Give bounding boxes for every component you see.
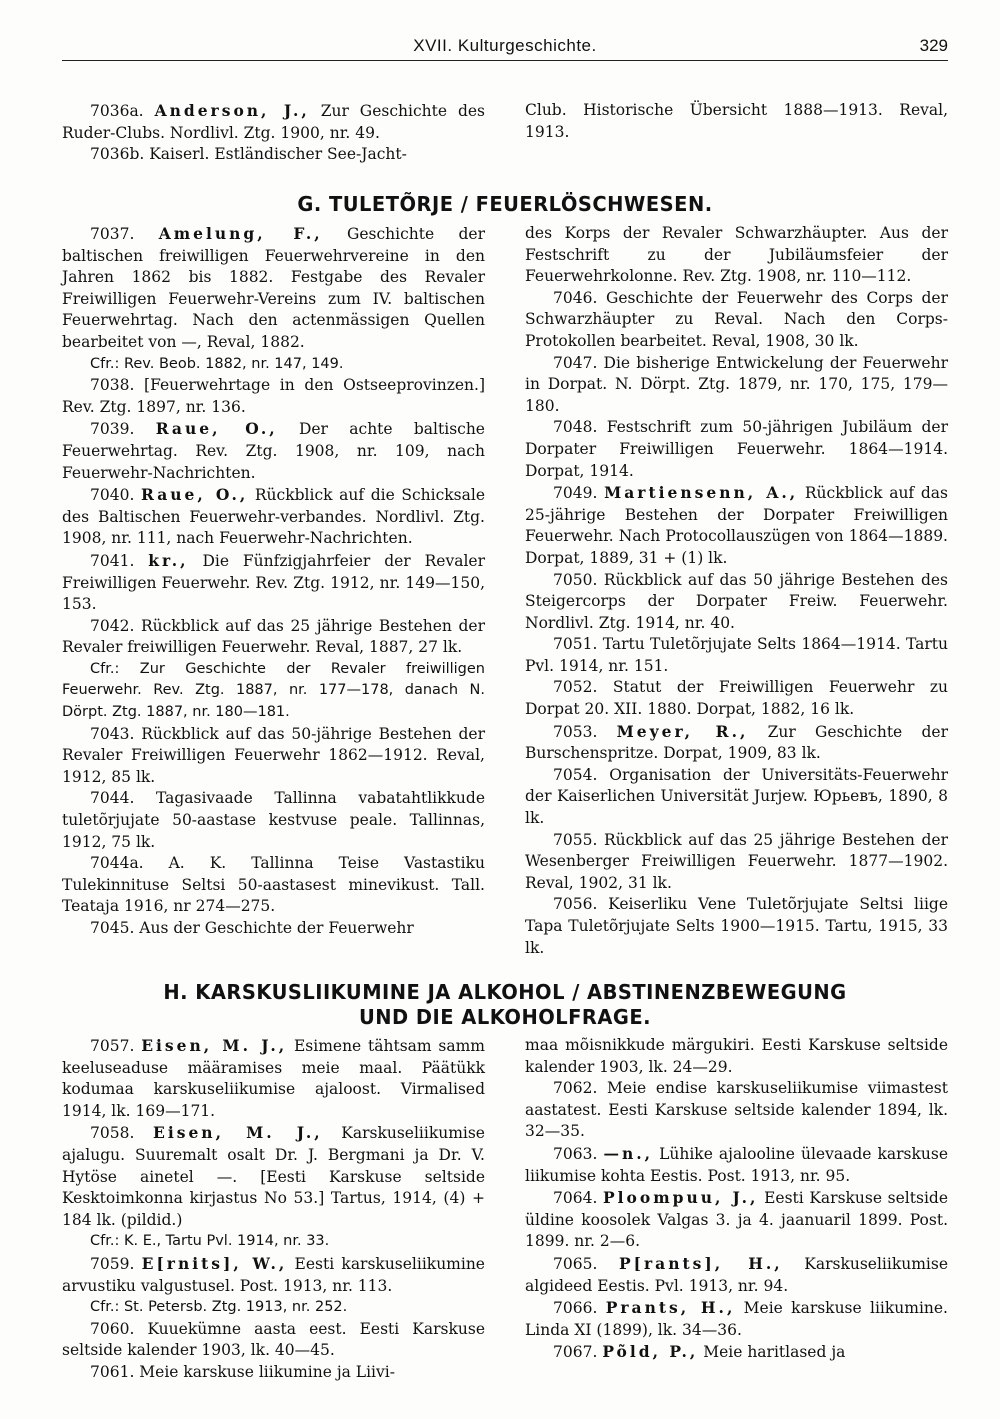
- entry-number: 7044a.: [90, 854, 144, 873]
- entry-number: 7039.: [90, 420, 135, 439]
- block-2: [62, 223, 948, 959]
- entry-number: 7066.: [553, 1299, 598, 1318]
- entry-text: Die bisherige Entwickelung der Feuerwehr in Dorpat. N. Dörpt. Ztg. 1879, nr. 170, 175, 179—180.: [525, 353, 948, 415]
- block-3-left-column: [62, 1035, 485, 1384]
- entry-author: Amelung, F.,: [158, 224, 323, 243]
- cfr-note: Cfr.: K. E., Tartu Pvl. 1914, nr. 33.: [90, 1233, 330, 1250]
- bibliography-entry: [525, 223, 948, 288]
- entry-author: Põld, P.,: [602, 1342, 699, 1362]
- cfr-note: Cfr.: Zur Geschichte der Revaler freiwilligen Feuerwehr. Rev. Ztg. 1887, nr. 177—178, danach N. Dörpt. Ztg. 1887, nr. 180—181.: [62, 660, 485, 721]
- cfr-note: Cfr.: Rev. Beob. 1882, nr. 147, 149.: [90, 355, 344, 372]
- entry-text: Kaiserl. Estländischer See-Jacht-: [144, 145, 407, 164]
- entry-number: 7052.: [553, 678, 598, 697]
- bibliography-entry: [525, 288, 948, 353]
- entry-number: 7050.: [553, 570, 598, 589]
- entry-text: Rückblick auf das 50-jährige Bestehen der Revaler Freiwilligen Feuerwehr 1862—1912. Reval, 1912, 85 lk.: [62, 724, 485, 786]
- block-1-left-column: [62, 100, 485, 166]
- bibliography-entry: [62, 616, 485, 659]
- entry-text: Meie haritlased ja: [698, 1343, 846, 1362]
- block-2-left-column: [62, 223, 485, 959]
- bibliography-entry: [525, 1078, 948, 1143]
- bibliography-entry: [525, 1253, 948, 1297]
- entry-author: Eisen, M. J.,: [141, 1036, 288, 1055]
- entry-number: 7047.: [553, 353, 598, 372]
- entry-text: Meie karskuse liikumine ja Liivi-: [134, 1362, 395, 1381]
- entry-text: Lühike ajalooline ülevaade karskuse liikumise kohta Eestis. Post. 1913, nr. 95.: [525, 1144, 948, 1185]
- entry-number: 7064.: [553, 1189, 598, 1208]
- entry-text: A. K. Tallinna Teise Vastastiku Tulekinnituse Seltsi 50-aastasest minevikust. Tall. Teataja 1916, nr 274—275.: [62, 854, 485, 916]
- entry-text: Rückblick auf die Schicksale des Baltischen Feuerwehr-verbandes. Nordlivl. Ztg. 1908, nr. 111, nach Feuerwehr-Nachrichten.: [62, 486, 485, 548]
- entry-text: Geschichte der baltischen freiwilligen Feuerwehrvereine in den Jahren 1862 bis 1882. Festgabe des Revaler Freiwilligen Feuerwehr-Vereins zum IV. baltischen Feuerwehrtag. Nach den actenmässigen Quellen bearbeitet von —, Reval, 1882.: [62, 225, 485, 351]
- bibliography-entry: [525, 482, 948, 569]
- bibliography-entry: [62, 724, 485, 789]
- entry-text: Club. Historische Übersicht 1888—1913. Reval, 1913.: [525, 101, 948, 141]
- bibliography-entry: [62, 550, 485, 616]
- entry-author: Meyer, R.,: [616, 721, 749, 741]
- entry-text: Eesti karskuseliikumine arvustiku valgustusel. Post. 1913, nr. 113.: [62, 1254, 485, 1295]
- entry-text: Zur Geschichte der Burschenspritze. Dorpat, 1909, 83 lk.: [525, 722, 948, 763]
- entry-author: Eisen, M. J.,: [153, 1123, 323, 1143]
- entry-number: 7037.: [90, 225, 135, 243]
- section-h-heading: [84, 980, 926, 1030]
- bibliography-entry: [62, 1253, 485, 1297]
- entry-text: Zur Geschichte des Ruder-Clubs. Nordlivl. Ztg. 1900, nr. 49.: [62, 102, 485, 142]
- running-head: [62, 34, 948, 61]
- bibliography-entry: [62, 418, 485, 484]
- entry-author: P[rants], H.,: [619, 1253, 783, 1273]
- entry-author: Raue, O.,: [155, 419, 278, 439]
- running-head-title: XVII. Kulturgeschichte.: [413, 36, 597, 55]
- entry-text: Esimene tähtsam samm keeluseaduse määramises meie maal. Päätükk kodumaa karskuseliikumise ajaloost. Virmalised 1914, lk. 169—171.: [62, 1037, 485, 1120]
- entry-text: Keiserliku Vene Tuletõrjujate Seltsi liige Tapa Tuletõrjujate Selts 1900—1915. Tartu, 1915, 33 lk.: [525, 895, 948, 957]
- block-3-right-column: [525, 1035, 948, 1384]
- entry-author: Martiensenn, A.,: [604, 483, 799, 503]
- entry-author: —n.,: [603, 1143, 654, 1163]
- bibliography-entry: [525, 570, 948, 635]
- entry-text: Geschichte der Feuerwehr des Corps der Schwarzhäupter zu Reval. Nach den Corps-Protokollen bearbeitet. Reval, 1908, 30 lk.: [525, 288, 948, 350]
- entry-author: Ploompuu, J.,: [603, 1188, 759, 1208]
- entry-number: 7048.: [553, 418, 598, 437]
- entry-number: 7061.: [90, 1362, 135, 1381]
- bibliography-entry: [525, 765, 948, 830]
- entry-text: Die Fünfzigjahrfeier der Revaler Freiwilligen Feuerwehr. Rev. Ztg. 1912, nr. 149—150, 153.: [62, 551, 485, 614]
- entry-text: Kuuekümne aasta eest. Eesti Karskuse seltside kalender 1903, lk. 40—45.: [62, 1319, 485, 1360]
- entry-text: Rückblick auf das 50 jährige Bestehen des Steigercorps der Dorpater Freiw. Feuerwehr. Nordlivl. Ztg. 1914, nr. 40.: [525, 570, 948, 632]
- bibliography-entry: [525, 1187, 948, 1253]
- entry-number: 7036a.: [90, 102, 144, 120]
- entry-number: 7044.: [90, 789, 135, 808]
- entry-number: 7059.: [90, 1254, 135, 1273]
- entry-number: 7060.: [90, 1319, 135, 1338]
- entry-text: Rückblick auf das 25 jährige Bestehen der Wesenberger Freiwilligen Feuerwehr. 1877—1902. Reval, 1902, 31 lk.: [525, 830, 948, 892]
- bibliography-entry: [525, 894, 948, 959]
- entry-text: Tagasivaade Tallinna vabatahtlikkude tuletõrjujate 50-aastase kestvuse peale. Tallinnas, 1912, 75 lk.: [62, 789, 485, 851]
- entry-number: 7038.: [90, 376, 135, 395]
- entry-number: 7053.: [553, 722, 598, 741]
- entry-number: 7056.: [553, 895, 598, 914]
- bibliography-entry: [525, 1035, 948, 1078]
- bibliography-entry: [525, 721, 948, 765]
- cfr-note: Cfr.: St. Petersb. Ztg. 1913, nr. 252.: [90, 1299, 348, 1316]
- bibliography-entry: [62, 788, 485, 853]
- entry-author: Prants, H.,: [605, 1298, 736, 1318]
- entry-author: Raue, O.,: [140, 485, 249, 505]
- entry-number: 7041.: [90, 551, 135, 570]
- section-h-heading-line-1: H. KARSKUSLIIKUMINE JA ALKOHOL / ABSTINENZBEWEGUNG: [163, 980, 847, 1004]
- bibliography-entry: [62, 223, 485, 354]
- entry-text: Meie endise karskuseliikumise viimastest aastatest. Eesti Karskuse seltside kalender 1894, lk. 32—35.: [525, 1079, 948, 1141]
- bibliography-entry: [525, 100, 948, 143]
- entry-number: 7042.: [90, 616, 135, 635]
- section-g-heading: G. TULETÕRJE / FEUERLÖSCHWESEN.: [297, 192, 713, 216]
- entry-author: Anderson, J.,: [154, 101, 310, 120]
- entry-text: Aus der Geschichte der Feuerwehr: [134, 919, 414, 937]
- entry-number: 7062.: [553, 1079, 598, 1098]
- section-h-heading-line-2: UND DIE ALKOHOLFRAGE.: [358, 1005, 652, 1029]
- entry-number: 7046.: [553, 288, 598, 307]
- bibliography-entry: [525, 417, 948, 482]
- bibliography-entry: [525, 1341, 948, 1364]
- entry-text: maa mõisnikkude märgukiri. Eesti Karskuse seltside kalender 1903, lk. 24—29.: [525, 1036, 948, 1076]
- entry-text: Eesti Karskuse seltside üldine koosolek Valgas 3. ja 4. jaanuaril 1899. Post. 1899. nr. 2—6.: [525, 1189, 948, 1251]
- entry-number: 7058.: [90, 1124, 135, 1143]
- entry-number: 7036b.: [90, 145, 145, 164]
- entry-number: 7040.: [90, 486, 135, 505]
- bibliography-entry: [525, 353, 948, 418]
- bibliography-entry: [62, 1319, 485, 1362]
- bibliography-entry: [525, 677, 948, 720]
- entry-text: Organisation der Universitäts-Feuerwehr der Kaiserlichen Universität Jurjew. Юрьевъ, 1890, 8 lk.: [525, 765, 948, 828]
- entry-text: Festschrift zum 50-jährigen Jubiläum der Dorpater Freiwilligen Feuerwehr. 1864—1914. Dorpat, 1914.: [525, 418, 948, 480]
- entry-number: 7054.: [553, 765, 598, 784]
- block-1-right-column: [525, 100, 948, 166]
- bibliography-entry: [62, 484, 485, 550]
- block-1: [62, 100, 948, 166]
- entry-number: 7051.: [553, 635, 598, 654]
- entry-text: Karskuseliikumise ajalugu. Suuremalt osalt Dr. J. Bergmani ja Dr. V. Hytöse ainetel —. [Eesti Karskuse seltside Kesktoimkonna kirjastus No 53.] Tartus, 1914, (4) + 184 lk. (pildid.): [62, 1124, 485, 1229]
- entry-number: 7055.: [553, 830, 598, 849]
- entry-number: 7049.: [553, 484, 598, 503]
- entry-author: kr.,: [148, 550, 189, 570]
- bibliography-entry: [62, 1035, 485, 1122]
- bibliography-entry: [62, 853, 485, 918]
- block-2-right-column: [525, 223, 948, 959]
- bibliography-entry: [62, 1122, 485, 1231]
- page-number: 329: [919, 36, 948, 55]
- entry-text: Der achte baltische Feuerwehrtag. Rev. Ztg. 1908, nr. 109, nach Feuerwehr-Nachrichten.: [62, 420, 485, 482]
- block-3: [62, 1035, 948, 1384]
- entry-author: E[rnits], W.,: [141, 1253, 288, 1273]
- bibliography-entry: [62, 144, 485, 166]
- bibliography-entry: [62, 100, 485, 144]
- bibliography-entry: [62, 918, 485, 940]
- bibliography-entry: [525, 634, 948, 677]
- entry-number: 7045.: [90, 919, 135, 937]
- entry-text: Statut der Freiwilligen Feuerwehr zu Dorpat 20. XII. 1880. Dorpat, 1882, 16 lk.: [525, 678, 948, 719]
- entry-text: Tartu Tuletõrjujate Selts 1864—1914. Tartu Pvl. 1914, nr. 151.: [525, 635, 948, 675]
- entry-number: 7043.: [90, 724, 135, 743]
- entry-number: 7067.: [553, 1343, 598, 1362]
- entry-text: Rückblick auf das 25 jährige Bestehen der Revaler freiwilligen Feuerwehr. Reval, 1887, 27 lk.: [62, 616, 485, 657]
- entry-text: Karskuseliikumise algideed Eestis. Pvl. 1913, nr. 94.: [525, 1254, 948, 1295]
- entry-text: Meie karskuse liikumine. Linda XI (1899), lk. 34—36.: [525, 1299, 948, 1339]
- entry-text: Rückblick auf das 25-jährige Bestehen der Dorpater Freiwilligen Feuerwehr. Nach Protocollauszügen von 1864—1889. Dorpat, 1889, 31 + (1) lk.: [525, 484, 948, 567]
- entry-number: 7065.: [553, 1254, 598, 1273]
- bibliography-entry: [62, 1362, 485, 1384]
- entry-text: [Feuerwehrtage in den Ostseeprovinzen.] Rev. Ztg. 1897, nr. 136.: [62, 376, 485, 416]
- bibliography-entry: [525, 1143, 948, 1187]
- bibliography-entry: [525, 1297, 948, 1341]
- entry-text: des Korps der Revaler Schwarzhäupter. Aus der Festschrift zu der Jubiläumsfeier der Feuerwehrkolonne. Rev. Ztg. 1908, nr. 110—112.: [525, 224, 948, 286]
- entry-number: 7063.: [553, 1144, 598, 1163]
- bibliography-entry: [525, 830, 948, 895]
- bibliography-entry: [62, 375, 485, 418]
- entry-number: 7057.: [90, 1037, 135, 1055]
